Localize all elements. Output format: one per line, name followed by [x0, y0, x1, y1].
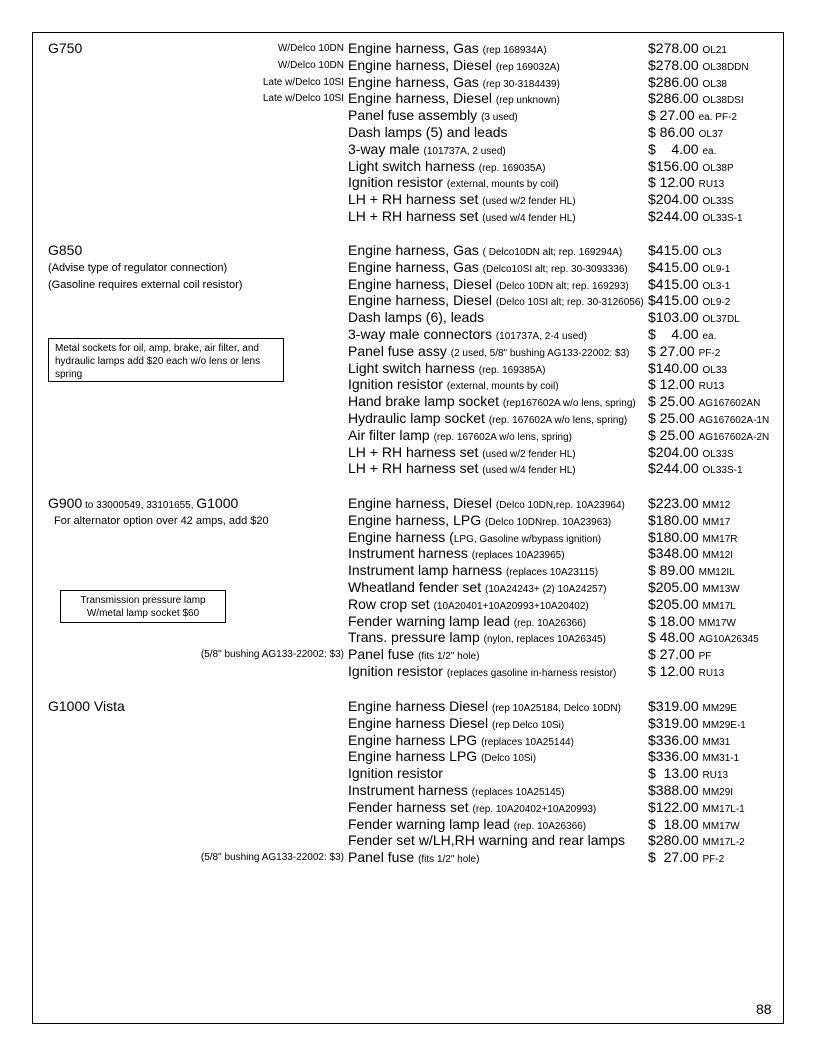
price-row: [0, 629, 816, 646]
item-name: Instrument harness: [348, 545, 468, 562]
row-item: [348, 208, 576, 227]
part-code: MM13W: [702, 584, 740, 595]
price-value: $286.00: [648, 73, 699, 90]
item-note: (replaces 10A25145): [471, 787, 565, 798]
price-value: $388.00: [648, 782, 699, 798]
item-note: (Delco 10Si): [481, 753, 537, 765]
part-code: MM29E: [702, 703, 737, 714]
price-value: $180.00: [648, 511, 699, 528]
item-name: Hand brake lamp socket: [348, 393, 499, 410]
model-title-range: to 33000549, 33101655,: [82, 500, 197, 511]
row-condition: W/Delco 10DN: [277, 43, 344, 54]
item-name: Instrument lamp harness: [348, 562, 503, 579]
part-code: MM29E-1: [702, 719, 746, 731]
model-title: G1000 Vista: [48, 698, 125, 714]
item-note: (101737A, 2-4 used): [495, 331, 588, 342]
price-value: $ 89.00: [648, 562, 695, 579]
item-note: LPG, Gasoline w/bypass ignition): [453, 533, 602, 545]
part-code: OL33S-1: [702, 213, 743, 224]
part-code: MM17L-2: [702, 837, 745, 849]
price-value: $ 4.00: [648, 140, 699, 157]
price-row: [0, 376, 816, 393]
price-value: $103.00: [648, 309, 699, 326]
price-row: [0, 529, 816, 546]
item-name: Engine harness, Diesel: [348, 495, 492, 511]
price-row: [0, 276, 816, 293]
price-row: [0, 343, 816, 360]
item-note: (rep. 10A26366): [513, 820, 587, 832]
price-row: [0, 309, 816, 326]
item-name: LH + RH harness set: [348, 443, 479, 460]
price-value: $415.00: [648, 258, 699, 275]
item-note: (rep unknown): [495, 95, 560, 107]
model-title-alt: G1000: [196, 495, 239, 511]
price-value: $ 86.00: [648, 124, 695, 140]
item-name: Air filter lamp: [348, 426, 430, 443]
row-price: [648, 208, 743, 227]
price-value: $336.00: [648, 748, 699, 765]
item-note: (fits 1/2" hole): [418, 854, 480, 866]
price-value: $ 27.00: [648, 342, 695, 359]
item-note: (rep. 169035A): [478, 162, 546, 174]
price-row: [0, 663, 816, 680]
item-name: Engine harness LPG: [348, 731, 478, 748]
page-number: 88: [756, 1001, 772, 1017]
part-code: OL3: [702, 247, 722, 258]
price-value: $156.00: [648, 157, 699, 174]
part-code: MM31-1: [702, 753, 740, 765]
item-note: (used w/4 fender HL): [482, 465, 576, 477]
price-value: $ 27.00: [648, 849, 699, 866]
item-note: (Delco 10DNrep. 10A23963): [484, 516, 612, 528]
row-condition: Late w/Delco 10SI: [262, 76, 344, 88]
price-value: $348.00: [648, 545, 699, 562]
item-name: 3-way male: [348, 140, 420, 157]
price-value: $ 48.00: [648, 629, 695, 646]
price-row: [0, 158, 816, 175]
item-note: (fits 1/2" hole): [418, 651, 480, 663]
part-code: PF-2: [698, 347, 721, 359]
part-code: OL33S: [702, 448, 734, 460]
row-condition: Late w/Delco 10SI: [262, 93, 344, 105]
price-row: [0, 259, 816, 276]
part-code: MM17R: [702, 533, 738, 545]
part-code: PF: [698, 651, 712, 663]
row-condition: (5/8" bushing AG133-22002: $3): [200, 649, 344, 661]
item-name: Engine harness, Diesel: [348, 56, 492, 73]
item-note: (Delco 10DN alt; rep. 169293): [495, 280, 629, 292]
section-note: For alternator option over 42 amps, add $20: [54, 515, 269, 527]
item-name: Dash lamps (6), leads: [348, 309, 485, 326]
price-value: $319.00: [648, 714, 699, 731]
part-code: OL33S-1: [702, 465, 743, 477]
price-row: [0, 410, 816, 427]
price-value: $280.00: [648, 832, 699, 849]
price-value: $286.00: [648, 90, 699, 107]
part-code: AG167602AN: [698, 398, 761, 410]
part-code: MM31: [702, 736, 731, 748]
item-name: Hydraulic lamp socket: [348, 410, 485, 426]
price-value: $205.00: [648, 579, 699, 595]
price-row: [0, 242, 816, 259]
item-note: (used w/2 fender HL): [482, 196, 576, 208]
price-value: $204.00: [648, 443, 699, 460]
item-name: LH + RH harness set: [348, 191, 479, 208]
price-row: [0, 816, 816, 833]
price-row: [0, 360, 816, 377]
part-code: OL38DSI: [702, 95, 744, 107]
note-box: Metal sockets for oil, amp, brake, air filter, and hydraulic lamps add $20 each w/o lens or lens spring: [48, 338, 284, 382]
price-row: [0, 57, 816, 74]
part-code: OL38DDN: [702, 61, 749, 73]
item-name: Engine harness, Diesel: [348, 292, 492, 309]
item-note: (replaces 10A23965): [471, 550, 565, 562]
item-name: Panel fuse assembly: [348, 107, 478, 124]
price-row: [0, 732, 816, 749]
item-note: (used w/4 fender HL): [482, 213, 576, 224]
item-name: LH + RH harness set: [348, 460, 479, 477]
item-name: Wheatland fender set: [348, 579, 482, 595]
item-name: Panel fuse: [348, 849, 415, 866]
price-row: [0, 715, 816, 732]
price-row: [0, 765, 816, 782]
model-title-main: G900: [48, 495, 83, 511]
price-value: $244.00: [648, 460, 699, 477]
row-price: [648, 663, 724, 682]
item-name: Fender warning lamp lead: [348, 815, 510, 832]
row-item: [348, 663, 616, 682]
item-name: Light switch harness: [348, 359, 475, 376]
item-name: Engine harness, Diesel: [348, 275, 492, 292]
price-row: [0, 799, 816, 816]
price-row: [0, 562, 816, 579]
item-note: (2 used, 5/8" bushing AG133-22002: $3): [450, 347, 630, 359]
item-note: (replaces gasoline in-harness resistor): [446, 668, 617, 679]
part-code: AG167602A-2N: [698, 431, 770, 443]
price-row: [0, 512, 816, 529]
item-note: (Delco 10DN,rep. 10A23964): [495, 500, 625, 511]
item-note: (rep 169032A): [495, 61, 560, 73]
price-value: $ 4.00: [648, 326, 699, 342]
price-row: [0, 698, 816, 715]
item-name: Panel fuse assy: [348, 342, 447, 359]
part-code: MM17W: [702, 820, 740, 832]
item-name: LH + RH harness set: [348, 208, 479, 224]
item-note: (rep. 10A26366): [513, 617, 587, 629]
item-note: (external, mounts by coil): [446, 381, 559, 393]
part-code: MM17W: [698, 617, 736, 629]
part-code: RU13: [698, 179, 725, 191]
item-note: (replaces 10A23115): [505, 567, 599, 579]
item-note: ( Delco10DN alt; rep. 169294A): [482, 247, 623, 258]
item-name: Engine harness LPG: [348, 748, 478, 765]
price-value: $180.00: [648, 528, 699, 545]
part-code: ea. PF-2: [698, 112, 737, 124]
item-name: Engine harness Diesel: [348, 698, 489, 714]
item-note: (10A24243+ (2) 10A24257): [484, 584, 607, 595]
item-note: (Delco 10SI alt; rep. 30-3126056): [495, 297, 644, 309]
price-value: $ 25.00: [648, 426, 695, 443]
item-name: Engine harness, Gas: [348, 242, 479, 258]
price-value: $ 18.00: [648, 612, 695, 629]
price-row: [0, 646, 816, 663]
part-code: OL21: [702, 45, 727, 56]
row-item: [348, 832, 625, 849]
item-name: Panel fuse: [348, 646, 415, 663]
price-value: $415.00: [648, 292, 699, 309]
item-name: Trans. pressure lamp: [348, 629, 480, 646]
price-row: [0, 579, 816, 596]
row-item: [348, 765, 443, 782]
price-value: $415.00: [648, 275, 699, 292]
part-code: OL33: [702, 364, 727, 376]
model-title: G850: [48, 242, 83, 258]
price-value: $205.00: [648, 595, 699, 612]
item-note: (used w/2 fender HL): [482, 448, 576, 460]
row-condition: (5/8" bushing AG133-22002: $3): [200, 852, 344, 864]
part-code: OL3-1: [702, 280, 731, 292]
row-item: [348, 849, 479, 868]
item-name: Fender warning lamp lead: [348, 612, 510, 629]
part-code: MM17L: [702, 600, 736, 612]
item-name: Dash lamps (5) and leads: [348, 124, 508, 140]
price-value: $319.00: [648, 698, 699, 714]
item-name: Ignition resistor: [348, 174, 443, 191]
price-value: $ 12.00: [648, 663, 695, 679]
part-code: RU13: [698, 668, 725, 679]
price-row: [0, 393, 816, 410]
item-name: Engine harness, Gas: [348, 73, 479, 90]
price-value: $ 25.00: [648, 393, 695, 410]
price-value: $122.00: [648, 798, 699, 815]
price-row: [0, 191, 816, 208]
price-value: $ 12.00: [648, 174, 695, 191]
price-value: $ 27.00: [648, 107, 695, 124]
item-name: Ignition resistor: [348, 376, 443, 393]
price-row: [0, 292, 816, 309]
price-row: [0, 107, 816, 124]
part-code: OL9-1: [702, 263, 731, 275]
price-row: [0, 427, 816, 444]
part-code: MM17: [702, 516, 731, 528]
price-row: [0, 782, 816, 799]
item-note: (rep. 169385A): [478, 364, 546, 376]
price-value: $ 13.00: [648, 765, 699, 782]
item-name: 3-way male connectors: [348, 326, 492, 342]
price-row: [0, 495, 816, 512]
price-row: [0, 141, 816, 158]
price-value: $ 25.00: [648, 410, 695, 426]
price-value: $278.00: [648, 40, 699, 56]
item-name: Light switch harness: [348, 157, 475, 174]
item-note: (rep 10A25184, Delco 10DN): [491, 703, 621, 714]
model-title: G750: [48, 40, 83, 56]
price-row: [0, 326, 816, 343]
item-name: Engine harness, Gas: [348, 258, 479, 275]
part-code: OL37DL: [702, 314, 740, 326]
part-code: OL9-2: [702, 297, 731, 309]
row-item: [348, 124, 508, 141]
part-code: MM17L-1: [702, 803, 745, 815]
price-row: [0, 74, 816, 91]
part-code: OL37: [698, 129, 724, 140]
price-value: $415.00: [648, 242, 699, 258]
part-code: OL38: [702, 78, 727, 90]
item-name: Engine harness Diesel: [348, 714, 489, 731]
item-note: (rep 30-3184439): [482, 78, 560, 90]
item-note: (10A20401+10A20993+10A20402): [433, 600, 589, 612]
price-row: [0, 174, 816, 191]
item-name: Fender set w/LH,RH warning and rear lamps: [348, 832, 626, 849]
item-name: Engine harness, Gas: [348, 40, 479, 56]
row-item: [348, 460, 576, 479]
row-item: [348, 309, 484, 326]
price-value: $140.00: [648, 359, 699, 376]
item-note: (rep167602A w/o lens, spring): [502, 398, 636, 410]
part-code: ea.: [702, 145, 717, 157]
part-code: MM29I: [702, 787, 734, 798]
item-name: Engine harness, LPG: [348, 511, 482, 528]
price-value: $204.00: [648, 191, 699, 208]
price-row: [0, 832, 816, 849]
item-note: (nylon, replaces 10A26345): [483, 634, 606, 646]
section-note: (Gasoline requires external coil resistor): [48, 279, 243, 291]
item-note: (external, mounts by coil): [446, 179, 559, 191]
part-code: MM12: [702, 500, 731, 511]
price-row: [0, 596, 816, 613]
price-value: $244.00: [648, 208, 699, 224]
price-row: [0, 90, 816, 107]
price-row: [0, 124, 816, 141]
price-row: [0, 613, 816, 630]
item-name: Engine harness, Diesel: [348, 90, 492, 107]
item-note: (101737A, 2 used): [423, 145, 506, 157]
item-note: (rep 168934A): [482, 45, 547, 56]
price-value: $ 27.00: [648, 646, 695, 663]
part-code: RU13: [702, 770, 729, 782]
price-row: [0, 208, 816, 225]
part-code: AG167602A-1N: [698, 415, 770, 426]
item-note: (rep. 167602A w/o lens, spring): [433, 431, 572, 443]
item-name: Ignition resistor: [348, 663, 443, 679]
note-box: Transmission pressure lamp W/metal lamp socket $60: [60, 590, 226, 623]
item-note: (3 used): [481, 112, 518, 124]
section-note: (Advise type of regulator connection): [48, 262, 228, 274]
price-row: [0, 748, 816, 765]
part-code: OL38P: [702, 162, 734, 174]
row-price: [648, 849, 724, 868]
row-condition: W/Delco 10DN: [277, 59, 344, 71]
row-price: [648, 460, 743, 479]
item-note: (rep. 167602A w/o lens, spring): [488, 415, 628, 426]
price-value: $336.00: [648, 731, 699, 748]
part-code: ea.: [702, 331, 717, 342]
item-name: Engine harness (: [348, 528, 454, 545]
price-value: $ 12.00: [648, 376, 695, 393]
item-name: Ignition resistor: [348, 765, 443, 782]
price-row: [0, 460, 816, 477]
part-code: RU13: [698, 381, 725, 393]
part-code: MM12IL: [698, 567, 735, 579]
part-code: AG10A26345: [698, 634, 759, 646]
item-note: (rep Delco 10Si): [491, 719, 565, 731]
item-note: (rep. 10A20402+10A20993): [472, 803, 597, 815]
price-row: [0, 545, 816, 562]
item-name: Instrument harness: [348, 782, 468, 798]
price-value: $278.00: [648, 56, 699, 73]
price-row: [0, 40, 816, 57]
price-row: [0, 849, 816, 866]
price-row: [0, 444, 816, 461]
item-name: Fender harness set: [348, 798, 469, 815]
price-value: $223.00: [648, 495, 699, 511]
item-note: (Delco10SI alt; rep. 30-3093336): [482, 263, 628, 275]
part-code: PF-2: [702, 854, 725, 866]
price-value: $ 18.00: [648, 815, 699, 832]
item-name: Row crop set: [348, 595, 430, 612]
part-code: MM12I: [702, 550, 734, 562]
part-code: OL33S: [702, 196, 734, 208]
item-note: (replaces 10A25144): [481, 736, 574, 748]
